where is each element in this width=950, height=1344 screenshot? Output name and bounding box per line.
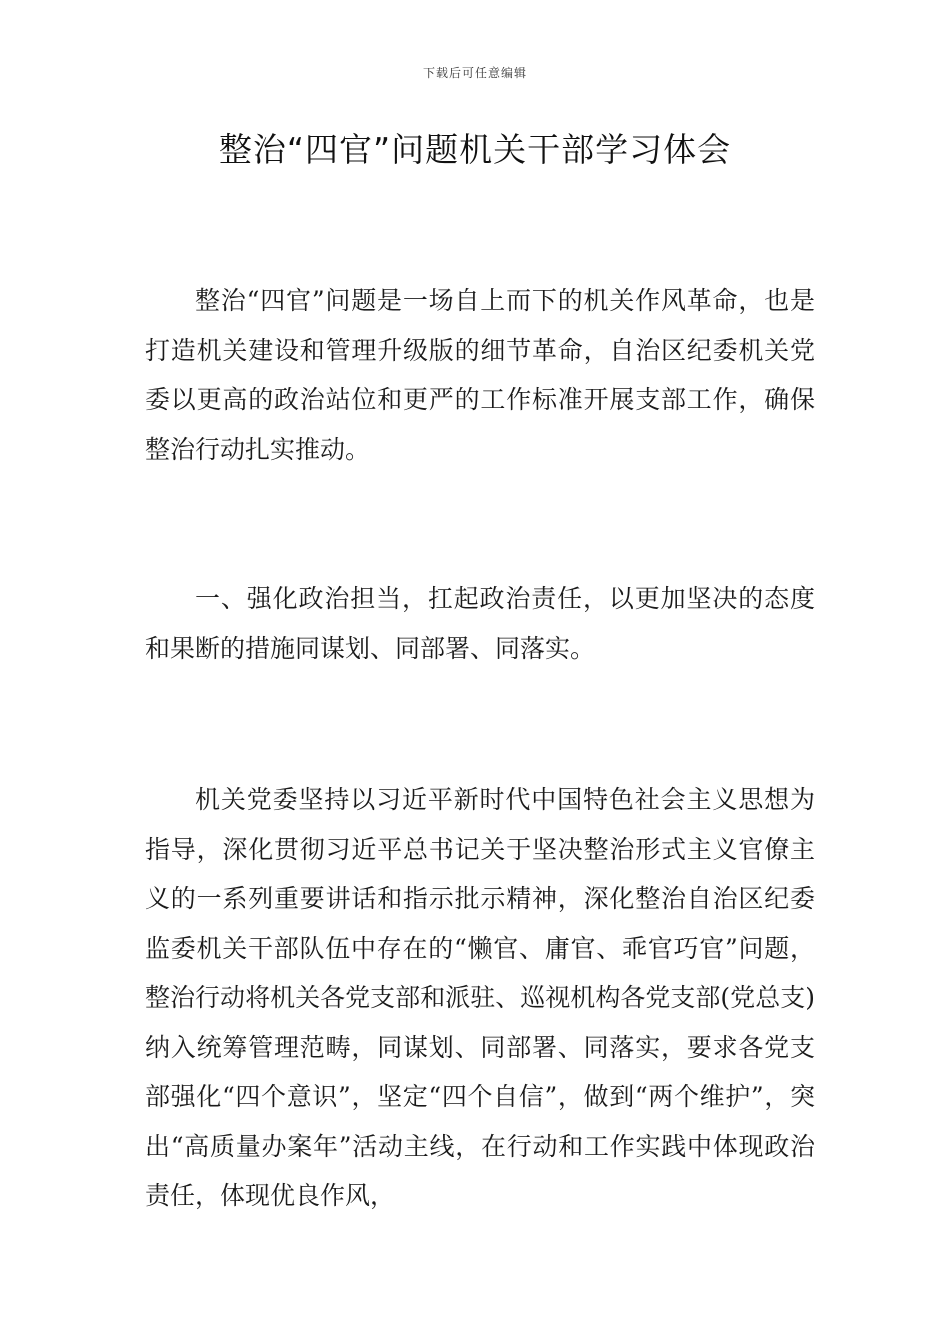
paragraph-body: 机关党委坚持以习近平新时代中国特色社会主义思想为指导，深化贯彻习近平总书记关于坚决整治形式主义官僚主义的一系列重要讲话和指示批示精神，深化整治自治区纪委监委机关干部队伍中存在的“懒官、庸官、乖官巧官”问题，整治行动将机关各党支部和派驻、巡视机构各党支部(党总支)纳入统筹管理范畴，同谋划、同部署、同落实，要求各党支部强化“四个意识”，坚定“四个自信”，做到“两个维护”，突出“高质量办案年”活动主线，在行动和工作实践中体现政治责任，体现优良作风， xyxy=(145,785,815,1210)
document-title: 整治“四官”问题机关干部学习体会 xyxy=(218,130,732,169)
header-note: 下载后可任意编辑 xyxy=(422,66,527,80)
paragraph-section-heading: 一、强化政治担当，扛起政治责任，以更加坚决的态度和果断的措施同谋划、同部署、同落实。 xyxy=(145,584,815,663)
paragraph-intro: 整治“四官”问题是一场自上而下的机关作风革命，也是打造机关建设和管理升级版的细节革命，自治区纪委机关党委以更高的政治站位和更严的工作标准开展支部工作，确保整治行动扎实推动。 xyxy=(145,286,815,464)
